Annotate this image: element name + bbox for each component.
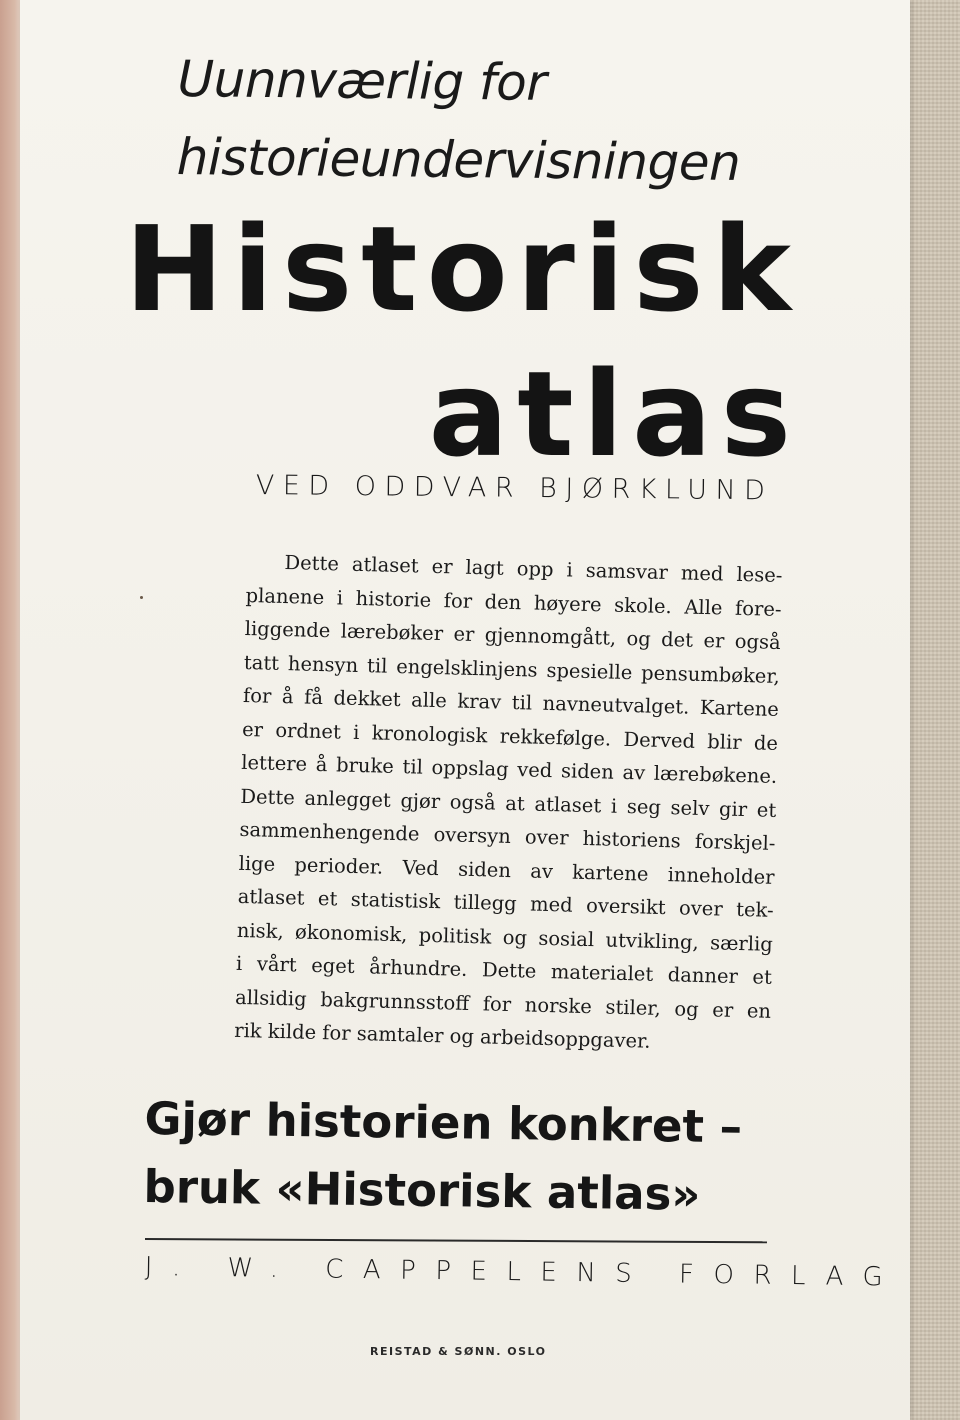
body-line: atlaset et statistisk tillegg med oversikt over tek- [237,884,774,922]
body-line: planene i historie for den høyere skole. Alle fore- [245,583,782,621]
slogan [143,1085,785,1230]
title-line-1: Historisk [124,200,800,338]
paper-speck [140,596,143,599]
author-credit: VED ODDVAR BJØRKLUND [255,470,774,507]
description-paragraph [234,545,783,1061]
slogan-line-2: bruk «Historisk atlas» [143,1159,701,1221]
slogan-line-1: Gjør historien konkret – [144,1091,743,1154]
body-line: Dette anlegget gjør også at atlaset i seg selv gir et [240,784,777,822]
body-line: allsidig bakgrunnsstoff for norske stiler, og er en [234,985,772,1023]
tagline-line-2: historieundervisningen [176,127,741,192]
body-line: lige perioder. Ved siden av kartene inneholder [238,851,775,889]
body-line: Dette atlaset er lagt opp i samsvar med lese- [284,550,783,588]
body-line: tatt hensyn til engelsklinjens spesielle pensumbøker, [243,650,781,688]
body-line: nisk, økonomisk, politisk og sosial utvikling, særlig [236,918,774,956]
body-line: rik kilde for samtaler og arbeidsoppgaver. [233,1018,651,1053]
title-line-2: atlas [428,345,800,483]
publisher-name: J. W. CAPPELENS FORLAG [144,1252,903,1293]
tagline-line-1: Uunnværlig for [177,49,547,112]
body-line: sammenhengende oversyn over historiens forskjel- [239,817,776,855]
body-line: i vårt eget århundre. Dette materialet danner et [235,951,773,989]
tagline [176,40,818,203]
body-line: er ordnet i kronologisk rekkefølge. Derved blir de [241,717,779,755]
printer-credit: REISTAD & SØNN. OSLO [370,1345,547,1358]
body-line: liggende lærebøker er gjennomgått, og det er også [244,616,781,654]
body-line: lettere å bruke til oppslag ved siden av lærebøkene. [241,750,778,788]
body-line: for å få dekket alle krav til navneutvalget. Kartene [242,683,780,721]
